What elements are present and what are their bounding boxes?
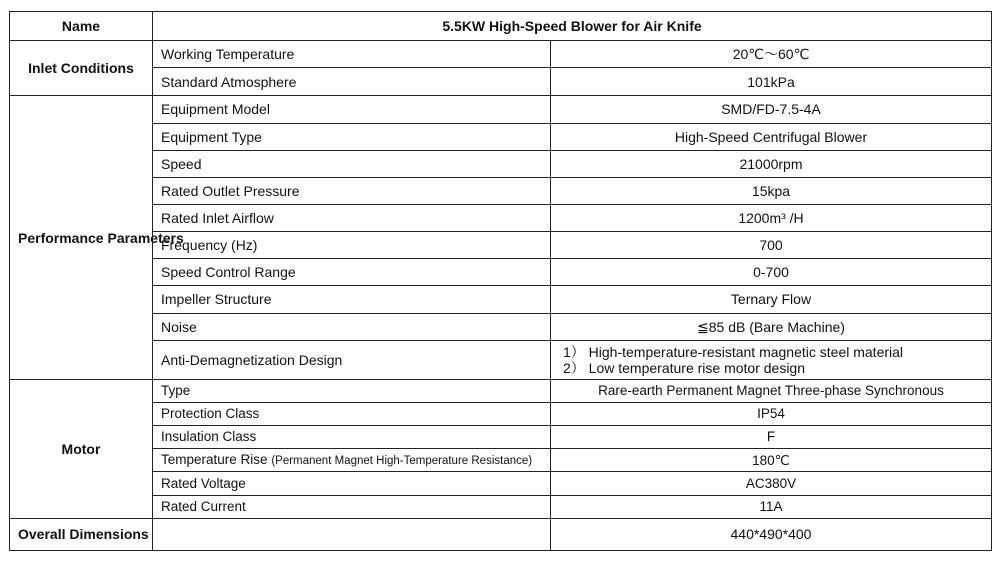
table-row [10,259,992,286]
value-overall-dimensions: 440*490*400 [551,518,992,550]
param-equipment-model: Equipment Model [153,96,551,123]
table-row [10,495,992,518]
anti-demag-item: 1） High-temperature-resistant magnetic steel material [563,343,904,360]
table-header-row [10,12,992,41]
value-equipment-type: High-Speed Centrifugal Blower [551,123,992,150]
param-speed: Speed [153,150,551,177]
section-overall-dimensions: Overall Dimensions [10,518,153,550]
param-working-temperature: Working Temperature [153,41,551,68]
table-row [10,340,992,379]
table-row [10,286,992,313]
value-anti-demagnetization-design [551,340,992,379]
section-motor: Motor [10,379,153,518]
value-equipment-model: SMD/FD-7.5-4A [551,96,992,123]
value-standard-atmosphere: 101kPa [551,68,992,96]
param-rated-current: Rated Current [153,495,551,518]
table-row [10,518,992,550]
table-row [10,123,992,150]
value-protection-class: IP54 [551,403,992,426]
value-type: Rare-earth Permanent Magnet Three-phase Synchronous [551,379,992,402]
anti-demag-item: 2） Low temperature rise motor design [563,359,805,376]
param-rated-voltage: Rated Voltage [153,472,551,495]
product-title: 5.5KW High-Speed Blower for Air Knife [153,12,992,41]
value-speed: 21000rpm [551,150,992,177]
param-insulation-class: Insulation Class [153,426,551,449]
table-row [10,68,992,96]
table-row [10,150,992,177]
table-row [10,177,992,204]
table-row [10,379,992,402]
param-type: Type [153,379,551,402]
value-working-temperature: 20℃～60℃ [551,41,992,68]
value-insulation-class: F [551,426,992,449]
value-noise: ≦85 dB (Bare Machine) [551,313,992,340]
name-header: Name [10,12,153,41]
param-speed-control-range: Speed Control Range [153,259,551,286]
value-rated-outlet-pressure: 15kpa [551,177,992,204]
param-impeller-structure: Impeller Structure [153,286,551,313]
table-row [10,449,992,472]
table-row [10,313,992,340]
value-rated-voltage: AC380V [551,472,992,495]
table-row [10,96,992,123]
table-row [10,205,992,232]
param-equipment-type: Equipment Type [153,123,551,150]
param-noise: Noise [153,313,551,340]
value-speed-control-range: 0-700 [551,259,992,286]
param-rated-outlet-pressure: Rated Outlet Pressure [153,177,551,204]
value-impeller-structure: Ternary Flow [551,286,992,313]
temperature-rise-note: (Permanent Magnet High-Temperature Resistance) [271,455,533,468]
param-rated-inlet-airflow: Rated Inlet Airflow [153,205,551,232]
value-rated-inlet-airflow: 1200m³ /H [551,205,992,232]
spec-table [9,11,992,551]
param-frequency: Frequency (Hz) [153,232,551,259]
param-anti-demagnetization-design: Anti-Demagnetization Design [153,340,551,379]
table-row [10,403,992,426]
table-row [10,472,992,495]
section-inlet-conditions: Inlet Conditions [10,41,153,96]
section-performance-parameters: Performance Parameters [10,96,153,379]
value-rated-current: 11A [551,495,992,518]
param-temperature-rise [153,449,551,472]
table-row [10,426,992,449]
param-overall-dimensions [153,518,551,550]
param-standard-atmosphere: Standard Atmosphere [153,68,551,96]
param-protection-class: Protection Class [153,403,551,426]
value-frequency: 700 [551,232,992,259]
value-temperature-rise: 180℃ [551,449,992,472]
table-row [10,41,992,68]
temperature-rise-label: Temperature Rise [161,452,268,468]
